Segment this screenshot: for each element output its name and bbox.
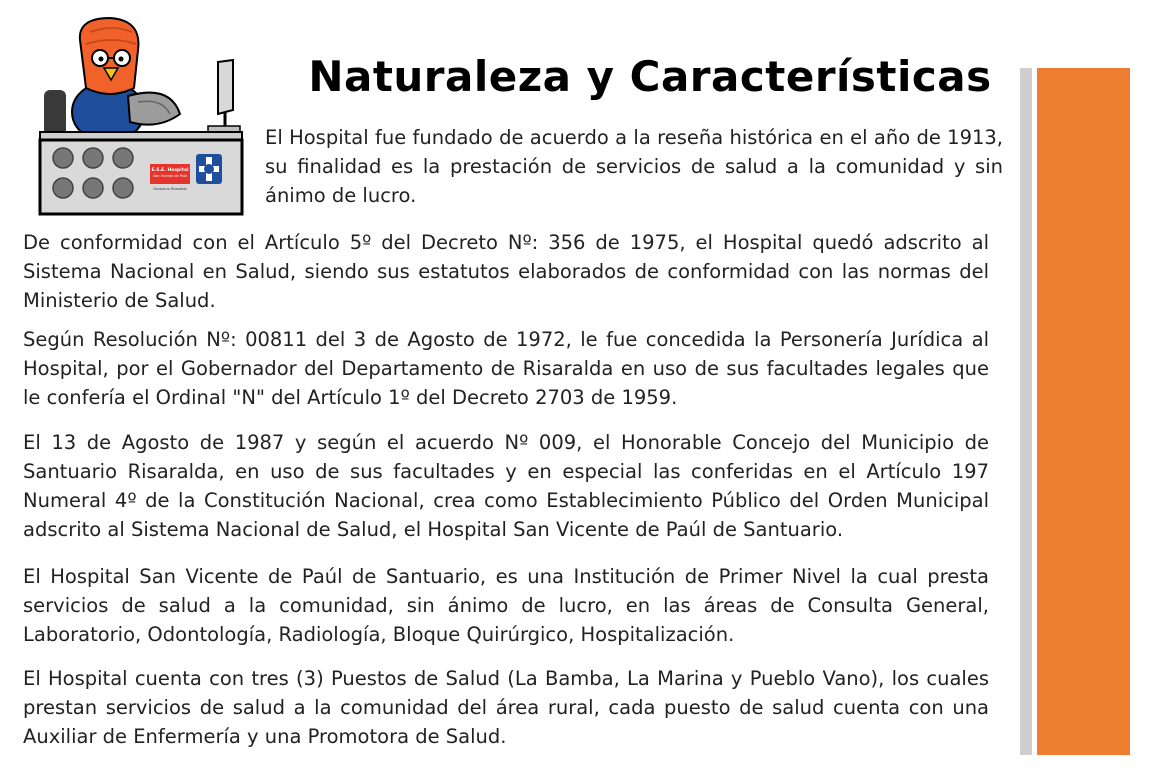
console-knob [113, 178, 133, 198]
paragraph-services: El Hospital San Vicente de Paúl de Santuario, es una Institución de Primer Nivel la cual presta servicios de salud a la comunidad, sin ánimo de lucro, en las áreas de Consulta General, Laboratorio, Odontología, Radiología, Bloque Quirúrgico, Hospitalización. [23, 565, 989, 646]
paragraph-foundation: El Hospital fue fundado de acuerdo a la reseña histórica en el año de 1913, su finalidad es la prestación de servicios de salud a la comunidad y sin ánimo de lucro. [265, 126, 1003, 207]
monitor-icon [208, 60, 240, 132]
logo-line-1: E.S.E. Hospital [151, 168, 189, 173]
console-knob [83, 178, 103, 198]
side-bar-orange [1037, 68, 1130, 755]
mascot-illustration [30, 10, 255, 218]
bird-mascot [72, 18, 180, 142]
paragraph-health-posts: El Hospital cuenta con tres (3) Puestos de Salud (La Bamba, La Marina y Pueblo Vano), los cuales prestan servicios de salud a la comunidad del área rural, cada puesto de salud cuenta con una Auxiliar de Enfermería y una Promotora de Salud. [23, 667, 989, 748]
logo-line-2: San Vicente de Paúl [153, 174, 187, 178]
console-knob [113, 148, 133, 168]
chair-back [44, 90, 66, 138]
paragraph-resolution-1972: Según Resolución Nº: 00811 del 3 de Agosto de 1972, le fue concedida la Personería Jurídica al Hospital, por el Gobernador del Departamento de Risaralda en uso de sus facultades legales que le confería el Ordinal "N" del Artículo 1º del Decreto 2703 de 1959. [23, 328, 989, 409]
paragraph-decree-1975: De conformidad con el Artículo 5º del Decreto Nº: 356 de 1975, el Hospital quedó adscrito al Sistema Nacional en Salud, siendo sus estatutos elaborados de conformidad con las normas del Ministerio de Salud. [23, 231, 989, 312]
console-knob [53, 178, 73, 198]
logo-line-3: Santuario Risaralda [153, 187, 187, 191]
console-device [40, 140, 242, 214]
page-title: Naturaleza y Características [308, 52, 992, 101]
console-knob [53, 148, 73, 168]
console-knob [83, 148, 103, 168]
side-bar-gray [1020, 68, 1032, 755]
paragraph-agreement-1987: El 13 de Agosto de 1987 y según el acuerdo Nº 009, el Honorable Concejo del Municipio de Santuario Risaralda, en uso de sus facultades y en especial las conferidas en el Artículo 197 Numeral 4º de la Constitución Nacional, crea como Establecimiento Público del Orden Municipal adscrito al Sistema Nacional de Salud, el Hospital San Vicente de Paúl de Santuario. [23, 431, 989, 541]
